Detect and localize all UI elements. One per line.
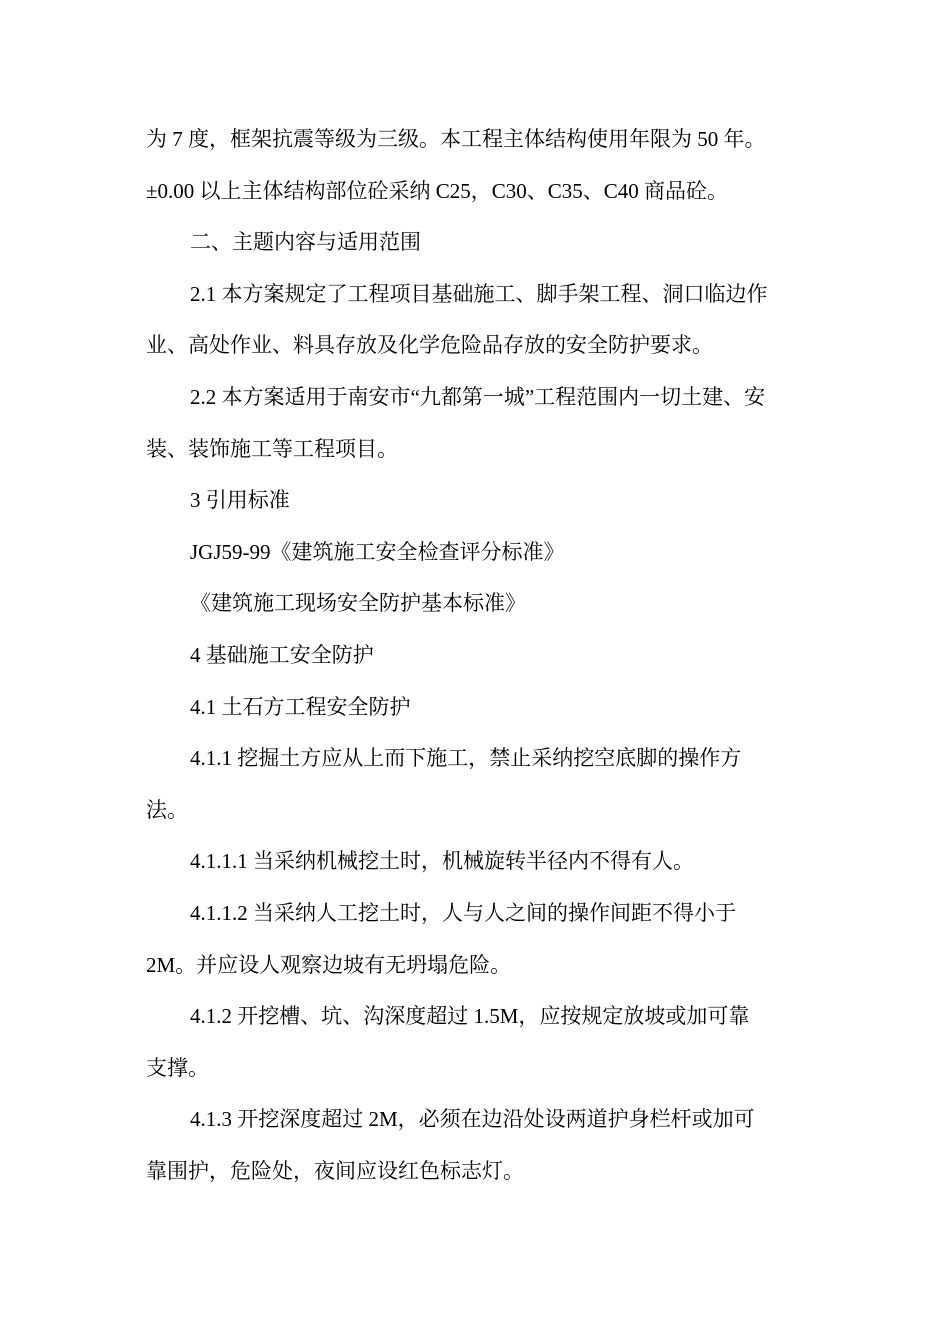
section-heading: 二、主题内容与适用范围 <box>190 230 421 255</box>
body-line: 靠围护，危险处，夜间应设红色标志灯。 <box>146 1158 524 1183</box>
body-line: 法。 <box>146 797 188 822</box>
body-line: 4.1.1.2 当采纳人工挖土时，人与人之间的操作间距不得小于 <box>190 900 736 925</box>
document-body <box>146 114 806 1197</box>
section-heading: 3 引用标准 <box>190 488 290 513</box>
section-heading: 4 基础施工安全防护 <box>190 642 374 667</box>
reference-item: JGJ59-99《建筑施工安全检查评分标准》 <box>190 539 565 564</box>
body-line: 业、高处作业、料具存放及化学危险品存放的安全防护要求。 <box>146 333 713 358</box>
body-line: 为 7 度，框架抗震等级为三级。本工程主体结构使用年限为 50 年。 <box>146 127 766 151</box>
subsection-heading: 4.1 土石方工程安全防护 <box>190 694 411 719</box>
body-line: 4.1.1.1 当采纳机械挖土时，机械旋转半径内不得有人。 <box>190 849 694 874</box>
body-line: 2M。并应设人观察边坡有无坍塌危险。 <box>146 952 512 977</box>
body-line: 装、装饰施工等工程项目。 <box>146 436 398 461</box>
body-line: 4.1.1 挖掘土方应从上而下施工，禁止采纳挖空底脚的操作方 <box>190 746 742 771</box>
body-line: 2.2 本方案适用于南安市“九都第一城”工程范围内一切土建、安 <box>190 384 766 409</box>
body-line: ±0.00 以上主体结构部位砼采纳 C25，C30、C35、C40 商品砼。 <box>146 178 729 203</box>
reference-item: 《建筑施工现场安全防护基本标准》 <box>190 591 526 616</box>
body-line: 2.1 本方案规定了工程项目基础施工、脚手架工程、洞口临边作 <box>190 281 768 306</box>
body-line: 4.1.2 开挖槽、坑、沟深度超过 1.5M，应按规定放坡或加可靠 <box>190 1004 750 1029</box>
body-line: 4.1.3 开挖深度超过 2M，必须在边沿处设两道护身栏杆或加可 <box>190 1107 755 1132</box>
body-line: 支撑。 <box>146 1055 209 1080</box>
